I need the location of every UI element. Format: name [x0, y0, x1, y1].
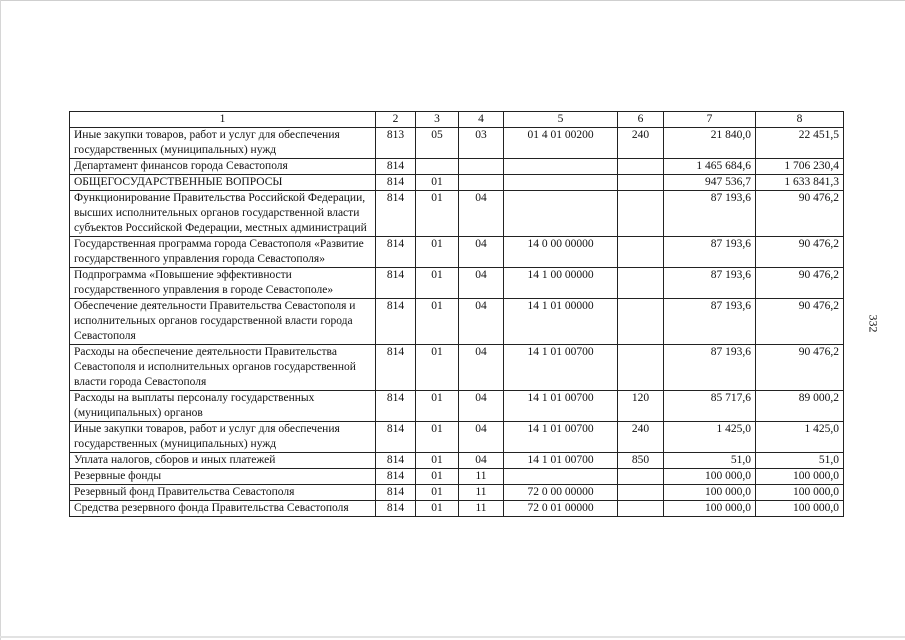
cell-section-code: 01 — [416, 391, 459, 422]
cell-section-code: 01 — [416, 501, 459, 517]
cell-description: Расходы на обеспечение деятельности Правительства Севастополя и исполнительных органов государственной власти города Севастополя — [70, 345, 376, 391]
column-number-2: 2 — [376, 112, 416, 128]
cell-description: Иные закупки товаров, работ и услуг для обеспечения государственных (муниципальных) нужд — [70, 128, 376, 159]
cell-target-article — [504, 191, 618, 237]
page-edge-bottom — [0, 636, 905, 638]
cell-amount-year-2: 90 476,2 — [756, 191, 844, 237]
cell-ministry-code: 814 — [376, 268, 416, 299]
cell-expense-type: 850 — [618, 453, 664, 469]
cell-description: Уплата налогов, сборов и иных платежей — [70, 453, 376, 469]
cell-ministry-code: 814 — [376, 345, 416, 391]
cell-target-article: 14 1 01 00700 — [504, 422, 618, 453]
cell-subsection-code: 11 — [459, 501, 504, 517]
cell-expense-type — [618, 299, 664, 345]
cell-section-code: 01 — [416, 237, 459, 268]
cell-section-code: 01 — [416, 422, 459, 453]
cell-section-code — [416, 159, 459, 175]
cell-target-article: 14 1 01 00000 — [504, 299, 618, 345]
cell-ministry-code: 814 — [376, 191, 416, 237]
cell-ministry-code: 814 — [376, 159, 416, 175]
cell-amount-year-1: 1 465 684,6 — [664, 159, 756, 175]
cell-amount-year-1: 87 193,6 — [664, 237, 756, 268]
table-row — [70, 268, 844, 299]
cell-subsection-code: 04 — [459, 345, 504, 391]
cell-amount-year-2: 1 425,0 — [756, 422, 844, 453]
cell-subsection-code — [459, 159, 504, 175]
budget-table — [69, 111, 844, 517]
cell-ministry-code: 814 — [376, 391, 416, 422]
cell-amount-year-1: 85 717,6 — [664, 391, 756, 422]
cell-amount-year-2: 100 000,0 — [756, 469, 844, 485]
cell-description: ОБЩЕГОСУДАРСТВЕННЫЕ ВОПРОСЫ — [70, 175, 376, 191]
cell-amount-year-2: 22 451,5 — [756, 128, 844, 159]
table-row — [70, 128, 844, 159]
table-row — [70, 345, 844, 391]
cell-subsection-code — [459, 175, 504, 191]
cell-expense-type: 120 — [618, 391, 664, 422]
cell-section-code: 01 — [416, 485, 459, 501]
cell-ministry-code: 814 — [376, 299, 416, 345]
column-number-7: 7 — [664, 112, 756, 128]
cell-expense-type — [618, 501, 664, 517]
cell-amount-year-2: 1 633 841,3 — [756, 175, 844, 191]
cell-section-code: 01 — [416, 175, 459, 191]
cell-ministry-code: 813 — [376, 128, 416, 159]
cell-ministry-code: 814 — [376, 237, 416, 268]
cell-expense-type — [618, 469, 664, 485]
cell-description: Функционирование Правительства Российской Федерации, высших исполнительных органов государственной власти субъектов Российской Федерации, местных администраций — [70, 191, 376, 237]
cell-expense-type: 240 — [618, 128, 664, 159]
cell-description: Департамент финансов города Севастополя — [70, 159, 376, 175]
cell-section-code: 01 — [416, 268, 459, 299]
cell-target-article: 14 1 01 00700 — [504, 453, 618, 469]
cell-amount-year-2: 90 476,2 — [756, 237, 844, 268]
cell-description: Государственная программа города Севастополя «Развитие государственного управления города Севастополя» — [70, 237, 376, 268]
table-row — [70, 391, 844, 422]
cell-target-article: 14 0 00 00000 — [504, 237, 618, 268]
column-number-5: 5 — [504, 112, 618, 128]
table-row — [70, 501, 844, 517]
cell-subsection-code: 03 — [459, 128, 504, 159]
cell-subsection-code: 04 — [459, 422, 504, 453]
cell-ministry-code: 814 — [376, 469, 416, 485]
cell-target-article: 14 1 00 00000 — [504, 268, 618, 299]
cell-section-code: 01 — [416, 299, 459, 345]
cell-expense-type — [618, 159, 664, 175]
cell-amount-year-1: 100 000,0 — [664, 469, 756, 485]
cell-target-article: 14 1 01 00700 — [504, 391, 618, 422]
cell-amount-year-1: 87 193,6 — [664, 345, 756, 391]
cell-description: Подпрограмма «Повышение эффективности государственного управления в городе Севастополе» — [70, 268, 376, 299]
cell-amount-year-1: 947 536,7 — [664, 175, 756, 191]
cell-expense-type — [618, 237, 664, 268]
cell-expense-type — [618, 268, 664, 299]
table-row — [70, 453, 844, 469]
cell-expense-type: 240 — [618, 422, 664, 453]
column-number-4: 4 — [459, 112, 504, 128]
cell-ministry-code: 814 — [376, 422, 416, 453]
cell-expense-type — [618, 191, 664, 237]
column-number-row — [70, 112, 844, 128]
cell-amount-year-2: 89 000,2 — [756, 391, 844, 422]
cell-amount-year-2: 90 476,2 — [756, 345, 844, 391]
cell-subsection-code: 11 — [459, 485, 504, 501]
cell-expense-type — [618, 485, 664, 501]
cell-section-code: 01 — [416, 191, 459, 237]
cell-target-article: 14 1 01 00700 — [504, 345, 618, 391]
cell-section-code: 05 — [416, 128, 459, 159]
table-row — [70, 485, 844, 501]
cell-amount-year-1: 51,0 — [664, 453, 756, 469]
cell-target-article: 01 4 01 00200 — [504, 128, 618, 159]
cell-amount-year-1: 21 840,0 — [664, 128, 756, 159]
page-number: 332 — [866, 314, 881, 333]
cell-target-article: 72 0 00 00000 — [504, 485, 618, 501]
cell-expense-type — [618, 175, 664, 191]
cell-description: Иные закупки товаров, работ и услуг для обеспечения государственных (муниципальных) нужд — [70, 422, 376, 453]
cell-subsection-code: 04 — [459, 191, 504, 237]
cell-ministry-code: 814 — [376, 453, 416, 469]
cell-amount-year-1: 87 193,6 — [664, 191, 756, 237]
cell-amount-year-1: 1 425,0 — [664, 422, 756, 453]
table-row — [70, 422, 844, 453]
table-row — [70, 159, 844, 175]
cell-section-code: 01 — [416, 453, 459, 469]
table-row — [70, 469, 844, 485]
cell-amount-year-2: 100 000,0 — [756, 485, 844, 501]
cell-description: Резервный фонд Правительства Севастополя — [70, 485, 376, 501]
cell-subsection-code: 04 — [459, 268, 504, 299]
column-number-8: 8 — [756, 112, 844, 128]
cell-subsection-code: 04 — [459, 391, 504, 422]
cell-subsection-code: 11 — [459, 469, 504, 485]
cell-expense-type — [618, 345, 664, 391]
table-row — [70, 237, 844, 268]
cell-amount-year-2: 90 476,2 — [756, 299, 844, 345]
cell-description: Расходы на выплаты персоналу государственных (муниципальных) органов — [70, 391, 376, 422]
cell-description: Средства резервного фонда Правительства Севастополя — [70, 501, 376, 517]
table-row — [70, 191, 844, 237]
cell-description: Резервные фонды — [70, 469, 376, 485]
table-body — [70, 112, 844, 517]
page-edge-left — [0, 0, 1, 640]
column-number-6: 6 — [618, 112, 664, 128]
cell-target-article — [504, 159, 618, 175]
cell-amount-year-1: 100 000,0 — [664, 485, 756, 501]
cell-amount-year-2: 51,0 — [756, 453, 844, 469]
cell-description: Обеспечение деятельности Правительства Севастополя и исполнительных органов государственной власти города Севастополя — [70, 299, 376, 345]
column-number-3: 3 — [416, 112, 459, 128]
cell-subsection-code: 04 — [459, 299, 504, 345]
cell-ministry-code: 814 — [376, 175, 416, 191]
table-row — [70, 299, 844, 345]
cell-target-article — [504, 469, 618, 485]
cell-amount-year-2: 100 000,0 — [756, 501, 844, 517]
cell-ministry-code: 814 — [376, 485, 416, 501]
cell-amount-year-1: 100 000,0 — [664, 501, 756, 517]
cell-amount-year-1: 87 193,6 — [664, 299, 756, 345]
cell-target-article — [504, 175, 618, 191]
cell-amount-year-2: 1 706 230,4 — [756, 159, 844, 175]
cell-ministry-code: 814 — [376, 501, 416, 517]
page-edge-top — [0, 0, 905, 1]
cell-amount-year-2: 90 476,2 — [756, 268, 844, 299]
cell-amount-year-1: 87 193,6 — [664, 268, 756, 299]
table-row — [70, 175, 844, 191]
cell-target-article: 72 0 01 00000 — [504, 501, 618, 517]
column-number-1: 1 — [70, 112, 376, 128]
cell-section-code: 01 — [416, 345, 459, 391]
cell-subsection-code: 04 — [459, 453, 504, 469]
cell-section-code: 01 — [416, 469, 459, 485]
cell-subsection-code: 04 — [459, 237, 504, 268]
